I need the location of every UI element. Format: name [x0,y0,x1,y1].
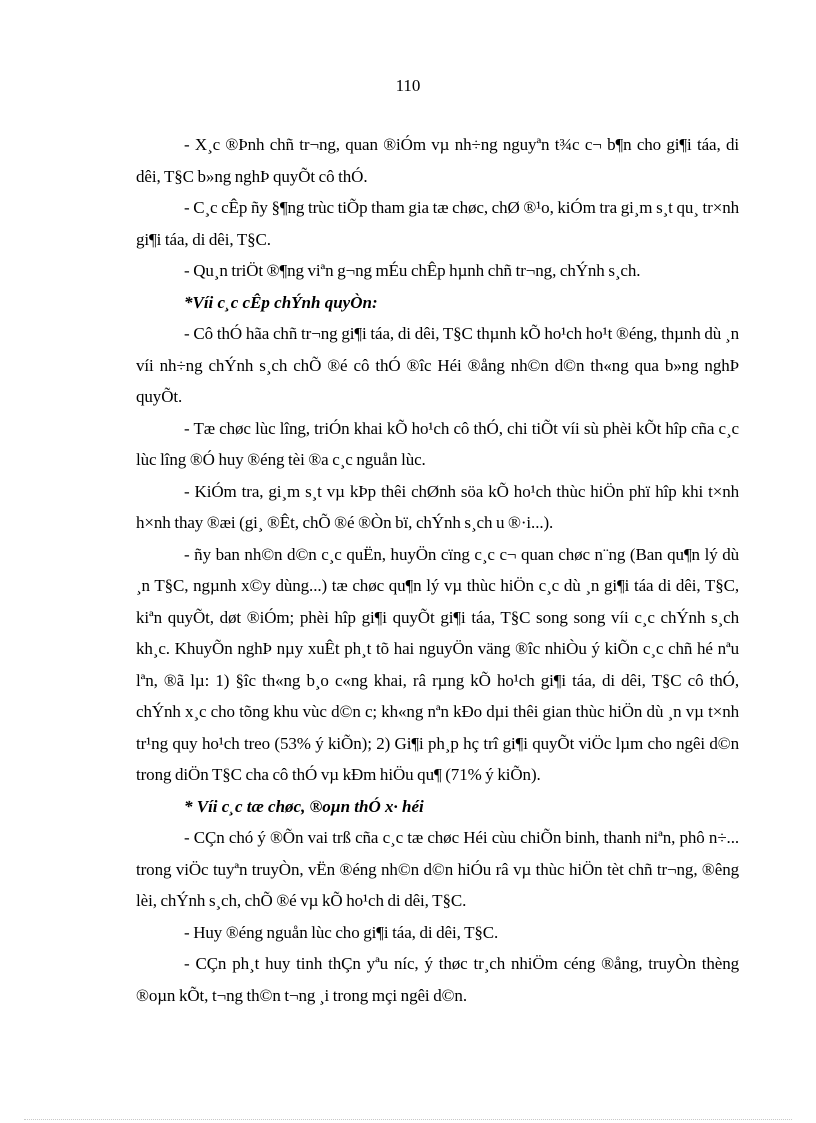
section-heading: * Víi c¸c tæ chøc, ®oµn thÓ x· héi [184,796,424,816]
paragraph: - Huy ®éng nguån lùc cho gi¶i táa, di dêi, T§C. [184,922,499,942]
paragraph: - C¸c cÊp ñy §¶ng trùc tiÕp tham gia tæ chøc, chØ ®¹o, kiÓm tra gi¸m s¸t qu¸ tr×nh gi¶i táa, di dêi, T§C. [136,198,739,249]
paragraph: - CÇn chó ý ®Õn vai trß cña c¸c tæ chøc Héi cùu chiÕn binh, thanh niªn, phô n÷... trong viÖc tuyªn truyÒn, vËn ®éng nh©n d©n hiÓu râ vµ thùc hiÖn tèt chñ tr¬ng, ®êng lèi, chÝnh s¸ch, chÕ ®é vµ kÕ ho¹ch di dêi, T§C. [136,828,739,910]
paragraph: - KiÓm tra, gi¸m s¸t vµ kÞp thêi chØnh söa kÕ ho¹ch thùc hiÖn phï hîp khi t×nh h×nh thay ®æi (gi¸ ®Êt, chÕ ®é ®Òn bï, chÝnh s¸ch u ®·i...). [136,481,739,532]
body-text [136,129,739,1011]
section-heading: *Víi c¸c cÊp chÝnh quyÒn: [184,292,378,312]
page-bottom-divider [24,1119,792,1120]
paragraph: - Qu¸n triÖt ®¶ng viªn g¬ng mÉu chÊp hµnh chñ tr¬ng, chÝnh s¸ch. [184,261,641,280]
paragraph: - Tæ chøc lùc lîng, triÓn khai kÕ ho¹ch cô thÓ, chi tiÕt víi sù phèi kÕt hîp cña c¸c lùc lîng ®Ó huy ®éng tèi ®a c¸c nguån lùc. [136,418,739,469]
page-number: 110 [395,76,421,95]
paragraph: - ñy ban nh©n d©n c¸c quËn, huyÖn cïng c¸c c¬ quan chøc n¨ng (Ban qu¶n lý dù ¸n T§C, ngµnh x©y dùng...) tæ chøc qu¶n lý vµ thùc hiÖn c¸c dù ¸n gi¶i táa di dêi, T§C, kiªn quyÕt, døt ®iÓm; phèi hîp gi¶i quyÕt gi¶i táa, T§C song song víi c¸c chÝnh s¸ch kh¸c. KhuyÕn nghÞ nµy xuÊt ph¸t tõ hai nguyÖn väng ®îc nhiÒu ý kiÕn c¸c chñ hé nªu lªn, ®ã lµ: 1) §îc th«ng b¸o c«ng khai, râ rµng kÕ ho¹ch gi¶i táa, di dêi, T§C cô thÓ, chÝnh x¸c cho tõng khu vùc d©n c; kh«ng nªn kÐo dµi thêi gian thùc hiÖn dù ¸n vµ t×nh tr¹ng quy ho¹ch treo (53% ý kiÕn); 2) Gi¶i ph¸p hç trî gi¶i quyÕt viÖc lµm cho ngêi d©n trong diÖn T§C cha cô thÓ vµ kÐm hiÖu qu¶ (71% ý kiÕn). [136,544,739,784]
paragraph: - CÇn ph¸t huy tinh thÇn yªu níc, ý thøc tr¸ch nhiÖm céng ®ång, truyÒn thèng ®oµn kÕt, t¬ng th©n t¬ng ¸i trong mçi ngêi d©n. [136,954,739,1005]
paragraph: - Cô thÓ hãa chñ tr¬ng gi¶i táa, di dêi, T§C thµnh kÕ ho¹ch ho¹t ®éng, thµnh dù ¸n víi nh÷ng chÝnh s¸ch chÕ ®é cô thÓ ®îc Héi ®ång nh©n d©n th«ng qua b»ng nghÞ quyÕt. [136,324,739,406]
paragraph: - X¸c ®Þnh chñ tr¬ng, quan ®iÓm vµ nh÷ng nguyªn t¾c c¬ b¶n cho gi¶i táa, di dêi, T§C b»ng nghÞ quyÕt cô thÓ. [136,135,739,186]
